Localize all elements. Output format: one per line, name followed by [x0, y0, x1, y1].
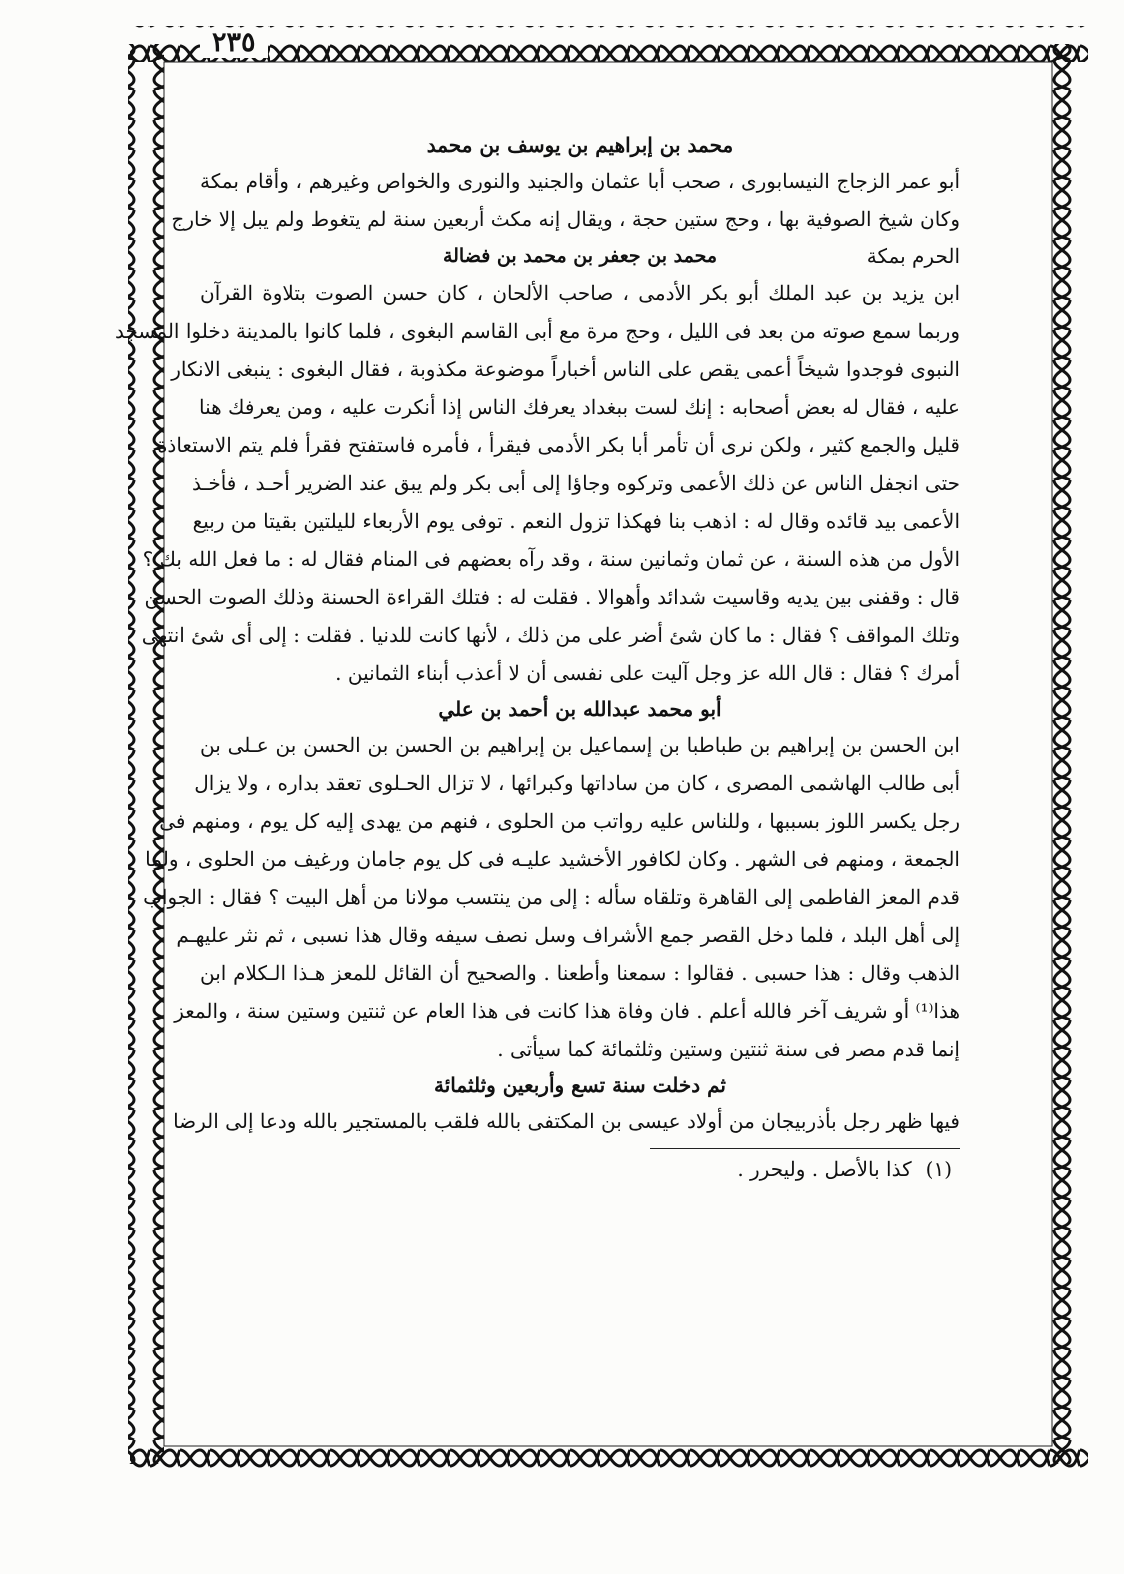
- page-number: ٢٣٥: [200, 28, 268, 58]
- entry-heading: محمد بن جعفر بن محمد بن فضالة: [442, 245, 718, 267]
- text-line: الذهب وقال : هذا حسبى . فقالوا : سمعنا وأطعنا . والصحيح أن القائل للمعز هـذا الـكلام ابن: [200, 961, 960, 985]
- footnote-number: (١): [925, 1157, 952, 1181]
- text-line: إلى أهل البلد ، فلما دخل القصر جمع الأشراف وسل نصف سيفه وقال هذا نسبى ، ثم نثر عليهـم: [176, 923, 960, 947]
- page-text: [115, 128, 960, 1390]
- entry-heading: محمد بن إبراهيم بن يوسف بن محمد: [426, 133, 734, 157]
- text-line: قدم المعز الفاطمى إلى القاهرة وتلقاه سأله : إلى من ينتسب مولانا من أهل البيت ؟ فقال : الجواب: [143, 885, 960, 909]
- text-line: فيها ظهر رجل بأذربيجان من أولاد عيسى بن المكتفى بالله فلقب بالمستجير بالله ودعا إلى الرضا: [173, 1109, 960, 1133]
- border-bottom: [130, 1446, 1088, 1482]
- footnote: [200, 1149, 960, 1189]
- text-line: عليه ، فقال له بعض أصحابه : إنك لست ببغداد يعرفك الناس إذا أنكرت عليه ، ومن يعرفك هنا: [199, 395, 960, 419]
- border-top: [130, 26, 1088, 62]
- text-line: ابن يزيد بن عبد الملك أبو بكر الأدمى ، صاحب الألحان ، كان حسن الصوت بتلاوة القرآن: [200, 281, 960, 305]
- text-line: رجل يكسر اللوز بسببها ، وللناس عليه رواتب من الحلوى ، فنهم من يهدى إليه كل يوم ، ومنهم فى: [159, 809, 960, 833]
- text-line: هذا⁽¹⁾ أو شريف آخر فالله أعلم . فان وفاة هذا كانت فى هذا العام عن ثنتين وستين سنة ، والمعز: [174, 999, 960, 1023]
- text-line: أبى طالب الهاشمى المصرى ، كان من ساداتها وكبرائها ، لا تزال الحـلوى تعقد بداره ، ولا يزال: [194, 771, 960, 795]
- text-line-with-heading: [200, 238, 960, 274]
- text-line: الجمعة ، ومنهم فى الشهر . وكان لكافور الأخشيد عليـه فى كل يوم جامان ورغيف من الحلوى ، ولما: [145, 847, 960, 871]
- text-line: أبو عمر الزجاج النيسابورى ، صحب أبا عثمان والجنيد والنورى والخواص وغيرهم ، وأقام بمكة: [200, 169, 960, 193]
- text-line: الأعمى بيد قائده وقال له : اذهب بنا فهكذا تزول النعم . توفى يوم الأربعاء لليلتين بقيتا من ربيع: [192, 509, 960, 533]
- text-line: قال : وقفنى بين يديه وقاسيت شدائد وأهوالا . فقلت له : فتلك القراءة الحسنة وذلك الصوت الحسن: [144, 585, 960, 609]
- text-line: وتلك المواقف ؟ فقال : ما كان شئ أضر على من ذلك ، لأنها كانت للدنيا . فقلت : إلى أى شئ انتهى: [141, 623, 960, 647]
- text-line: قليل والجمع كثير ، ولكن نرى أن تأمر أبا بكر الأدمى فيقرأ ، فأمره فاستفتح فقرأ فلم يتم الاستعاذة: [156, 433, 960, 457]
- entry-heading: أبو محمد عبدالله بن أحمد بن علي: [438, 697, 722, 721]
- text-line: أمرك ؟ فقال : قال الله عز وجل آليت على نفسى أن لا أعذب أبناء الثمانين .: [335, 661, 960, 685]
- text-line: ابن الحسن بن إبراهيم بن طباطبا بن إسماعيل بن إبراهيم بن الحسن بن الحسن بن عـلى بن: [200, 733, 960, 757]
- year-heading: ثم دخلت سنة تسع وأربعين وثلثمائة: [434, 1073, 726, 1097]
- text-line: وربما سمع صوته من بعد فى الليل ، وحج مرة مع أبى القاسم البغوى ، فلما كانوا بالمدينة دخلوا المسجد: [115, 319, 960, 343]
- text-line: وكان شيخ الصوفية بها ، وحج ستين حجة ، ويقال إنه مكث أربعين سنة لم يتغوط ولم يبل إلا خارج: [171, 207, 960, 231]
- text-line: إنما قدم مصر فى سنة ثنتين وستين وثلثمائة كما سيأتى .: [497, 1037, 960, 1061]
- border-left: [128, 44, 164, 1464]
- text-line: الحرم بمكة: [866, 244, 960, 268]
- text-line: النبوى فوجدوا شيخاً أعمى يقص على الناس أخباراً موضوعة مكذوبة ، فقال البغوى : ينبغى الانكار: [171, 357, 960, 381]
- text-line: الأول من هذه السنة ، عن ثمان وثمانين سنة ، وقد رآه بعضهم فى المنام فقال له : ما فعل الله بك ؟: [142, 547, 960, 571]
- footnote-text: كذا بالأصل . وليحرر .: [737, 1157, 912, 1181]
- border-right: [1052, 44, 1088, 1464]
- text-line: حتى انجفل الناس عن ذلك الأعمى وتركوه وجاؤا إلى أبى بكر ولم يبق عند الضرير أحـد ، فأخـذ: [191, 471, 960, 495]
